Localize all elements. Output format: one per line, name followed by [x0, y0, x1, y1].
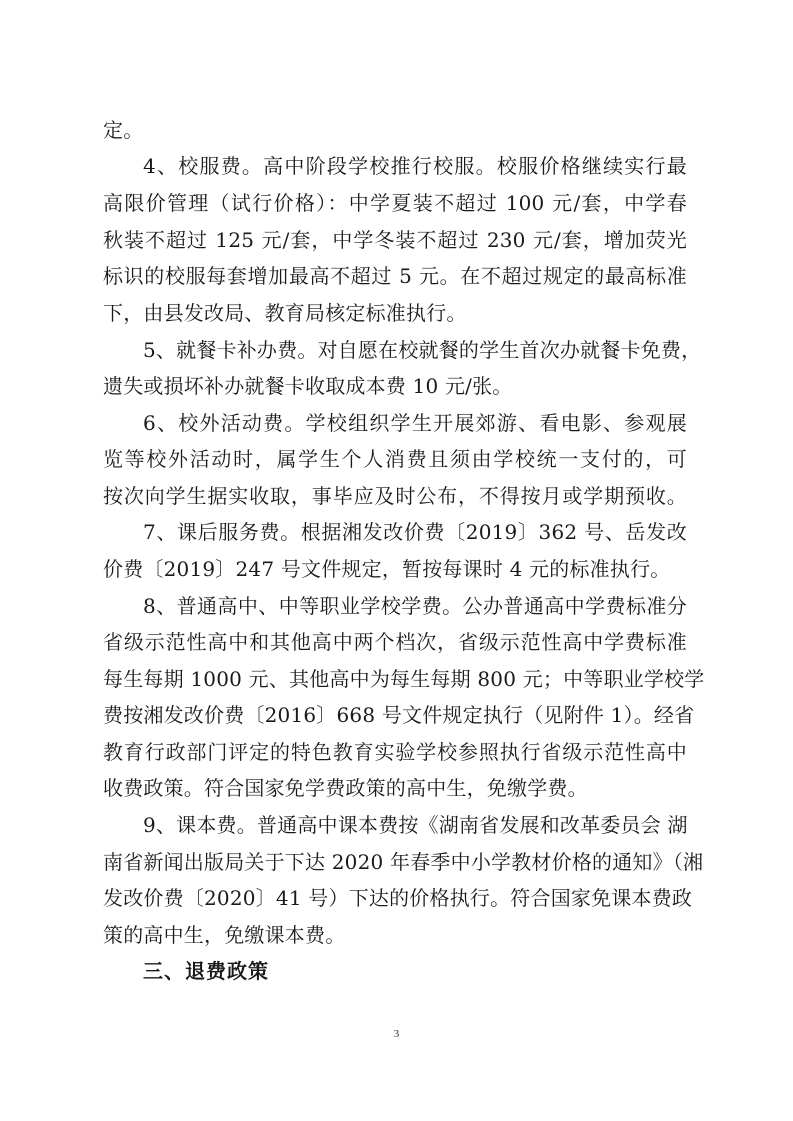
text-line: 4、校服费。高中阶段学校推行校服。校服价格继续实行最	[143, 154, 687, 178]
text-line: 览等校外活动时，属学生个人消费且须由学校统一支付的，可	[103, 447, 687, 471]
text-line: 下，由县发改局、教育局核定标准执行。	[103, 301, 467, 325]
text-line: 8、普通高中、中等职业学校学费。公办普通高中学费标准分	[143, 594, 687, 618]
text-line: 发改价费〔2020〕41 号）下达的价格执行。符合国家免课本费政	[103, 886, 693, 910]
text-line: 策的高中生，免缴课本费。	[103, 923, 346, 947]
text-line: 费按湘发改价费〔2016〕668 号文件规定执行（见附件 1）。经省	[103, 703, 695, 727]
text-line: 省级示范性高中和其他高中两个档次，省级示范性高中学费标准	[103, 630, 687, 654]
text-line: 收费政策。符合国家免学费政策的高中生，免缴学费。	[103, 776, 588, 800]
text-line: 按次向学生据实收取，事毕应及时公布，不得按月或学期预收。	[103, 484, 687, 508]
text-line: 标识的校服每套增加最高不超过 5 元。在不超过规定的最高标准	[103, 264, 687, 288]
text-line: 遗失或损坏补办就餐卡收取成本费 10 元/张。	[103, 374, 513, 398]
text-line: 高限价管理（试行价格）：中学夏装不超过 100 元/套，中学春	[103, 191, 687, 215]
text-line: 9、课本费。普通高中课本费按《湖南省发展和改革委员会 湖	[143, 813, 688, 837]
text-line: 每生每期 1000 元、其他高中为每生每期 800 元；中等职业学校学	[103, 667, 705, 691]
text-line: 教育行政部门评定的特色教育实验学校参照执行省级示范性高中	[103, 740, 687, 764]
section-heading: 三、退费政策	[143, 959, 269, 983]
text-line: 南省新闻出版局关于下达 2020 年春季中小学教材价格的通知》（湘	[103, 850, 704, 874]
text-line: 7、课后服务费。根据湘发改价费〔2019〕362 号、岳发改	[143, 520, 687, 544]
text-line: 5、就餐卡补办费。对自愿在校就餐的学生首次办就餐卡免费，	[143, 338, 702, 362]
text-line: 价费〔2019〕247 号文件规定，暂按每课时 4 元的标准执行。	[103, 557, 671, 581]
text-line: 秋装不超过 125 元/套，中学冬装不超过 230 元/套，增加荧光	[103, 228, 687, 252]
text-line: 6、校外活动费。学校组织学生开展郊游、看电影、参观展	[143, 411, 687, 435]
page-number: 3	[393, 1028, 400, 1040]
text-line: 定。	[103, 118, 144, 142]
